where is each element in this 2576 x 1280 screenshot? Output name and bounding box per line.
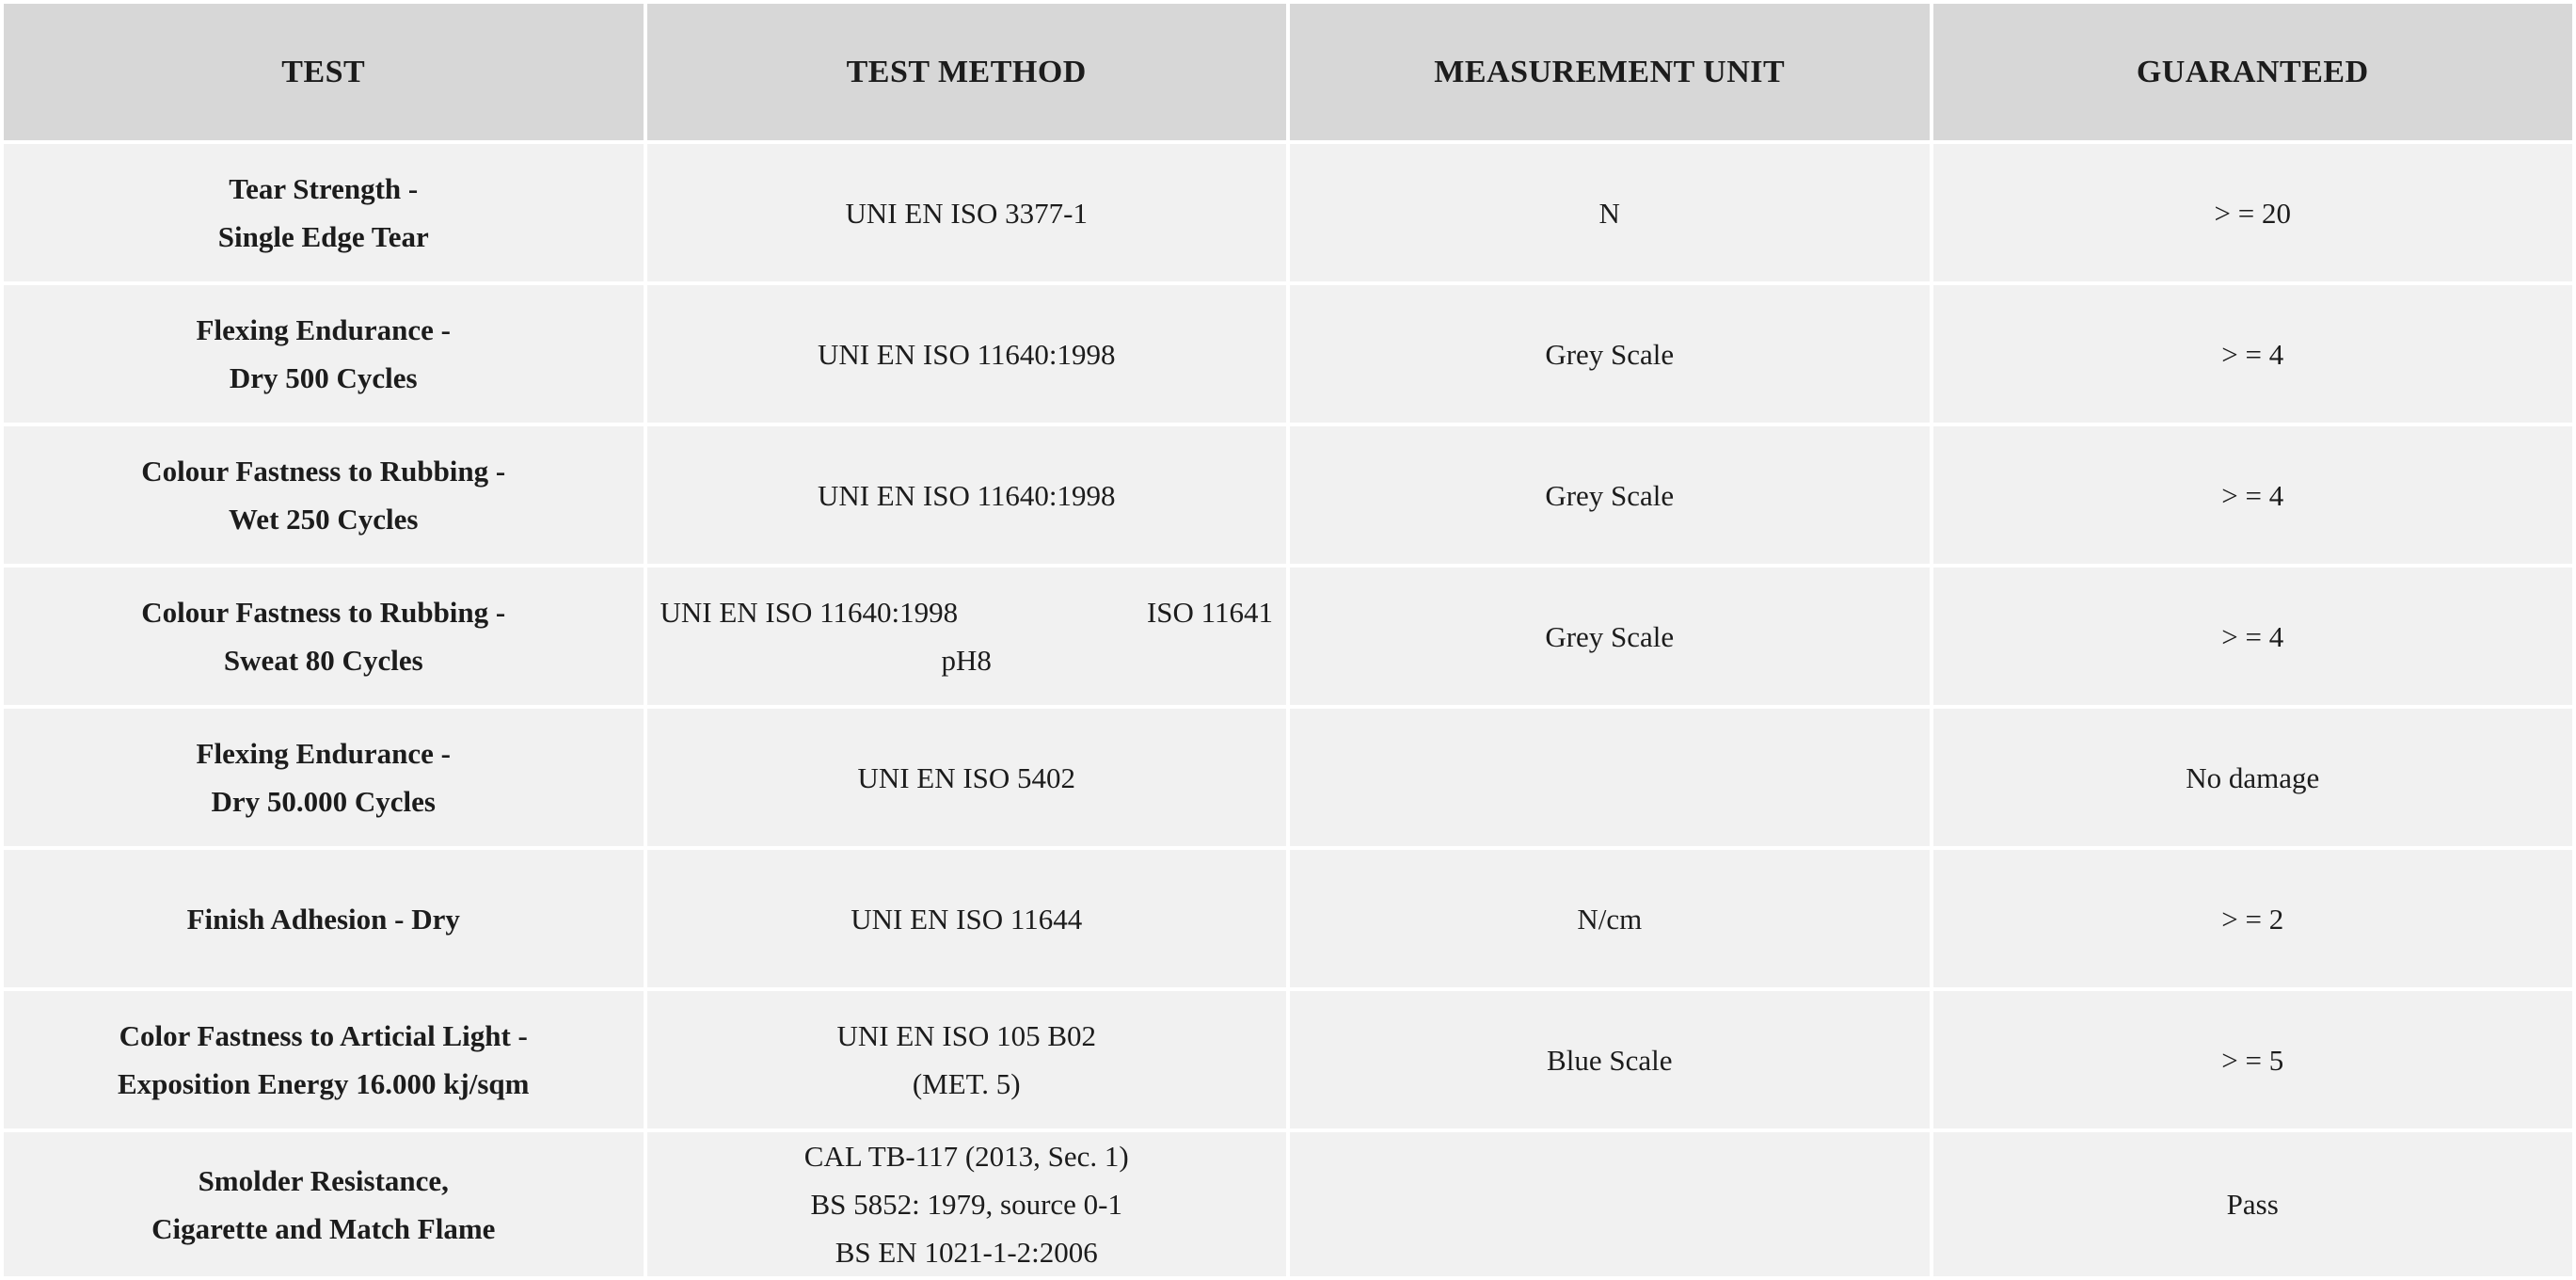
- method-line: BS EN 1021-1-2:2006: [835, 1236, 1098, 1269]
- test-line: Cigarette and Match Flame: [151, 1211, 496, 1245]
- test-line: Finish Adhesion - Dry: [186, 902, 460, 936]
- unit-cell: Grey Scale: [1290, 568, 1930, 705]
- test-line: Smolder Resistance,: [198, 1163, 449, 1197]
- test-line: Dry 50.000 Cycles: [211, 785, 436, 818]
- method-line-left: UNI EN ISO 11640:1998: [660, 596, 959, 629]
- unit-cell: Grey Scale: [1290, 426, 1930, 564]
- guaranteed-cell: > = 4: [1933, 568, 2573, 705]
- table-row: [4, 1132, 2572, 1276]
- test-line: Colour Fastness to Rubbing -: [141, 596, 506, 629]
- test-cell: [4, 850, 644, 987]
- method-cell: [647, 285, 1287, 423]
- method-line: (MET. 5): [912, 1067, 1021, 1100]
- method-cell: [647, 144, 1287, 281]
- test-cell: [4, 568, 644, 705]
- method-line: CAL TB-117 (2013, Sec. 1): [803, 1140, 1129, 1173]
- table-row: [4, 144, 2572, 281]
- unit-cell: N/cm: [1290, 850, 1930, 987]
- method-cell: [647, 850, 1287, 987]
- test-line: Dry 500 Cycles: [229, 361, 418, 394]
- guaranteed-cell: > = 2: [1933, 850, 2573, 987]
- method-line: UNI EN ISO 11644: [851, 902, 1083, 936]
- guaranteed-cell: > = 4: [1933, 426, 2573, 564]
- test-line: Single Edge Tear: [217, 220, 429, 253]
- test-line: Colour Fastness to Rubbing -: [141, 455, 506, 488]
- test-cell: [4, 1132, 644, 1276]
- unit-cell: Blue Scale: [1290, 991, 1930, 1128]
- unit-cell: [1290, 709, 1930, 846]
- test-cell: [4, 426, 644, 564]
- header-guaranteed: GUARANTEED: [1933, 4, 2573, 140]
- unit-cell: Grey Scale: [1290, 285, 1930, 423]
- header-measurement-unit: MEASUREMENT UNIT: [1290, 4, 1930, 140]
- method-line: UNI EN ISO 11640:1998: [817, 337, 1116, 371]
- method-cell: [647, 1132, 1287, 1276]
- table-row: [4, 426, 2572, 564]
- table-row: [4, 568, 2572, 705]
- table-row: [4, 285, 2572, 423]
- test-line: Exposition Energy 16.000 kj/sqm: [117, 1067, 530, 1100]
- test-line: Flexing Endurance -: [196, 313, 451, 346]
- method-cell: [647, 426, 1287, 564]
- method-cell: [647, 568, 1287, 705]
- table-row: [4, 991, 2572, 1128]
- test-line: Wet 250 Cycles: [229, 503, 419, 536]
- method-line: UNI EN ISO 3377-1: [845, 196, 1088, 230]
- header-test: TEST: [4, 4, 644, 140]
- header-test-method: TEST METHOD: [647, 4, 1287, 140]
- method-line: UNI EN ISO 5402: [857, 760, 1076, 794]
- method-line: pH8: [941, 644, 992, 677]
- method-split-line: [655, 588, 1280, 636]
- test-cell: [4, 144, 644, 281]
- test-line: Flexing Endurance -: [196, 737, 451, 770]
- unit-cell: N: [1290, 144, 1930, 281]
- method-cell: [647, 991, 1287, 1128]
- header-row: [4, 4, 2572, 140]
- method-line: UNI EN ISO 11640:1998: [817, 478, 1116, 512]
- method-cell: [647, 709, 1287, 846]
- guaranteed-cell: > = 5: [1933, 991, 2573, 1128]
- guaranteed-cell: > = 4: [1933, 285, 2573, 423]
- guaranteed-cell: > = 20: [1933, 144, 2573, 281]
- test-cell: [4, 709, 644, 846]
- test-line: Tear Strength -: [229, 172, 419, 205]
- guaranteed-cell: Pass: [1933, 1132, 2573, 1276]
- table-row: [4, 850, 2572, 987]
- unit-cell: [1290, 1132, 1930, 1276]
- test-line: Sweat 80 Cycles: [223, 644, 423, 677]
- guaranteed-cell: No damage: [1933, 709, 2573, 846]
- test-line: Color Fastness to Articial Light -: [119, 1019, 528, 1052]
- test-cell: [4, 285, 644, 423]
- method-line-right: ISO 11641: [1146, 596, 1273, 629]
- test-cell: [4, 991, 644, 1128]
- method-line: UNI EN ISO 105 B02: [836, 1019, 1097, 1052]
- method-line: BS 5852: 1979, source 0-1: [810, 1188, 1122, 1221]
- table-row: [4, 709, 2572, 846]
